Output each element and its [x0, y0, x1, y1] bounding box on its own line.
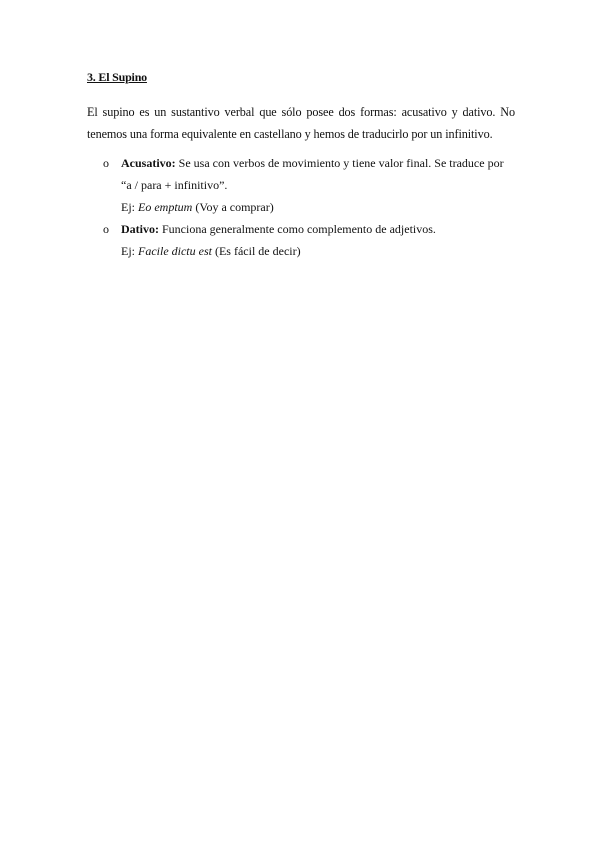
example-latin: Eo emptum [138, 200, 193, 214]
bullet-marker: o [103, 156, 109, 170]
intro-paragraph: El supino es un sustantivo verbal que sólo posee dos formas: acusativo y dativo. No tenemos una forma equivalente en castellano y hemos de traducirlo por un infinitivo. [87, 105, 515, 141]
example-translation: (Voy a comprar) [192, 200, 274, 214]
example-line [121, 240, 517, 262]
list-item-dativo [87, 218, 517, 262]
example-translation: (Es fácil de decir) [211, 244, 301, 258]
term-label: Dativo: [121, 222, 159, 236]
example-line [121, 196, 517, 218]
term-description: Se usa con verbos de movimiento y tiene valor final. Se traduce por “a / para + infinitivo”. [121, 156, 504, 192]
bullet-marker: o [103, 222, 109, 236]
term-description: Funciona generalmente como complemento de adjetivos. [159, 222, 436, 236]
supine-forms-list [87, 152, 517, 262]
term-label: Acusativo: [121, 156, 176, 170]
section-heading: 3. El Supino [87, 70, 147, 84]
list-item-acusativo [87, 152, 517, 218]
example-latin: Facile dictu est [138, 244, 212, 258]
example-prefix: Ej: [121, 244, 138, 258]
example-prefix: Ej: [121, 200, 138, 214]
